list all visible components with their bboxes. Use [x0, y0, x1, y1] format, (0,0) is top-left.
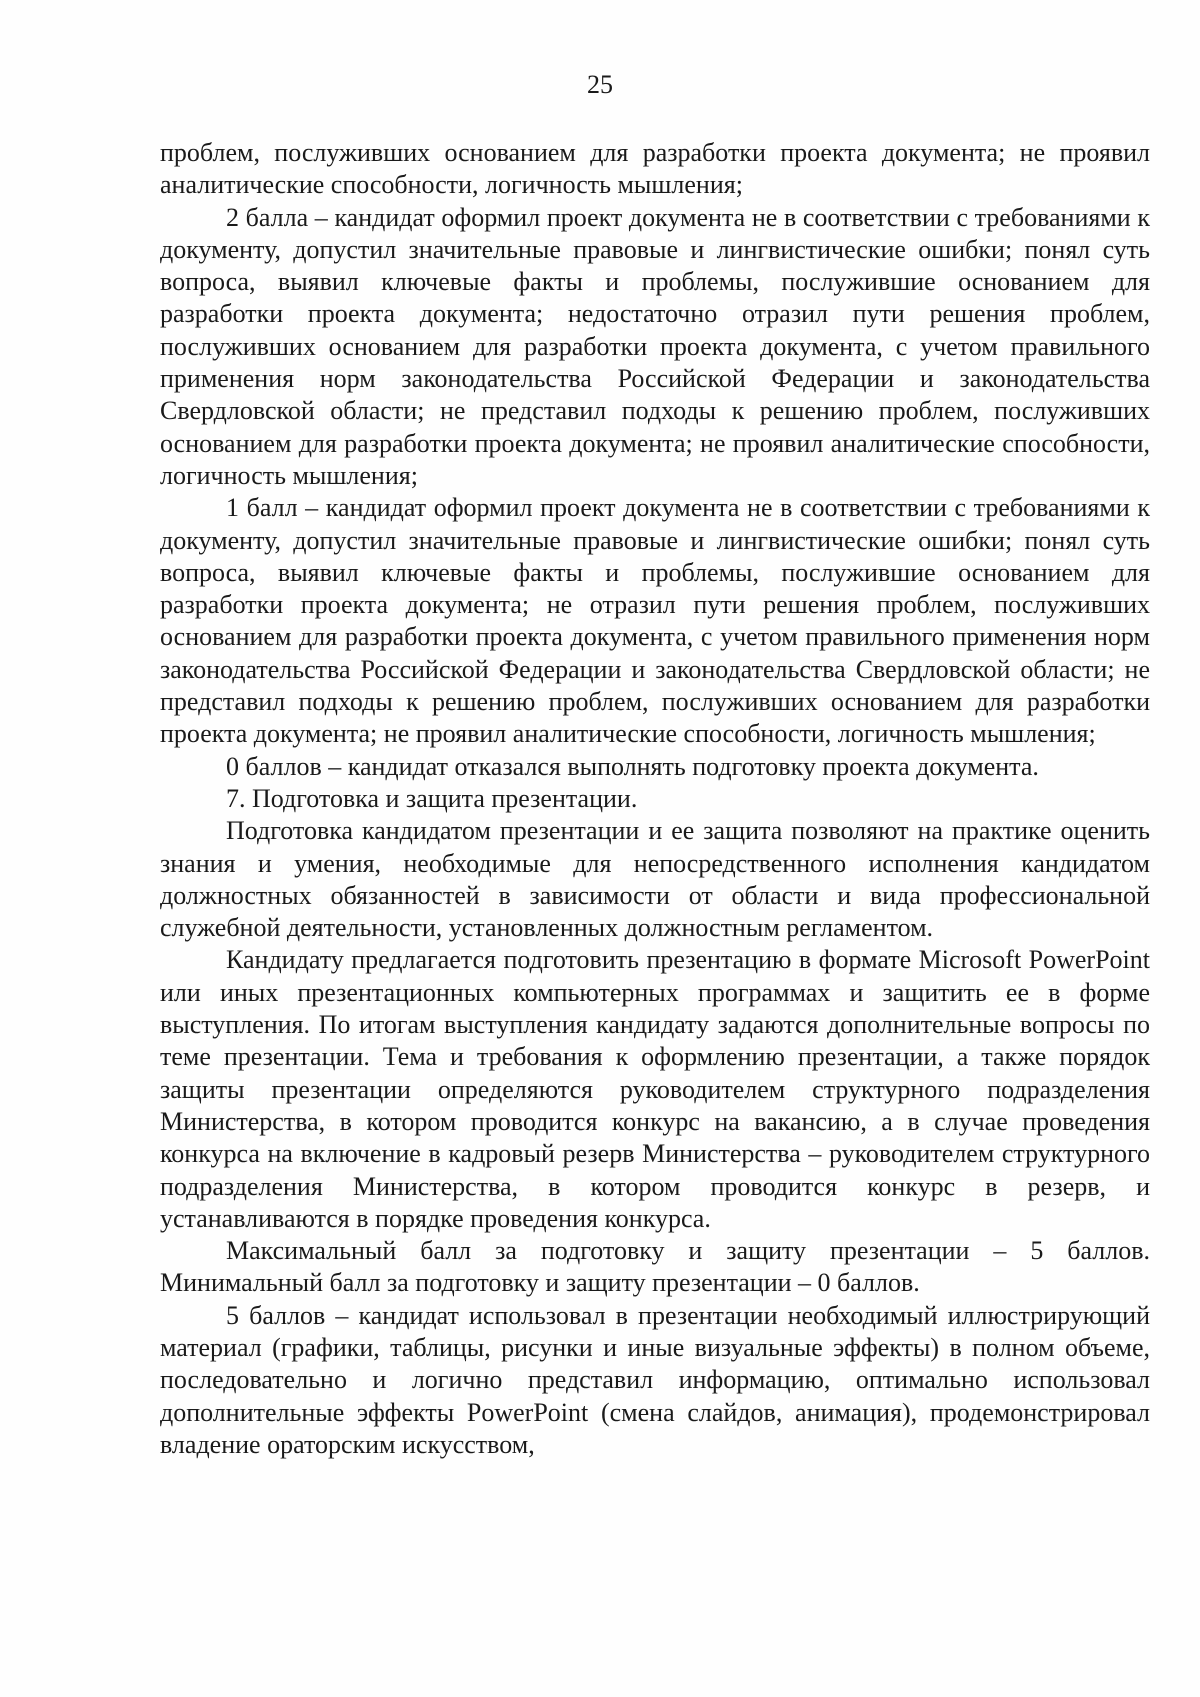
- paragraph: Максимальный балл за подготовку и защиту презентации – 5 баллов. Минимальный балл за подготовку и защиту презентации – 0 баллов.: [160, 1236, 1150, 1298]
- section-heading: 7. Подготовка и защита презентации.: [226, 783, 638, 813]
- paragraph: Подготовка кандидатом презентации и ее защита позволяют на практике оценить знания и умения, необходимые для непосредственного исполнения кандидатом должностных обязанностей в зависимости от области и вида профессиональной служебной деятельности, установленных должностным регламентом.: [160, 816, 1150, 943]
- document-body: [160, 137, 1150, 1461]
- paragraph: 1 балл – кандидат оформил проект документа не в соответствии с требованиями к документу, допустил значительные правовые и лингвистические ошибки; понял суть вопроса, выявил ключевые факты и проблемы, послужившие основанием для разработки проекта документа; не отразил пути решения проблем, послуживших основанием для разработки проекта документа, с учетом правильного применения норм законодательства Российской Федерации и законодательства Свердловской области; не представил подходы к решению проблем, послуживших основанием для разработки проекта документа; не проявил аналитические способности, логичность мышления;: [160, 493, 1150, 749]
- paragraph: Кандидату предлагается подготовить презентацию в формате Microsoft PowerPoint или иных презентационных компьютерных программах и защитить ее в форме выступления. По итогам выступления кандидату задаются дополнительные вопросы по теме презентации. Тема и требования к оформлению презентации, а также порядок защиты презентации определяются руководителем структурного подразделения Министерства, в котором проводится конкурс на вакансию, а в случае проведения конкурса на включение в кадровый резерв Министерства – руководителем структурного подразделения Министерства, в котором проводится конкурс в резерв, и устанавливаются в порядке проведения конкурса.: [160, 945, 1150, 1233]
- paragraph: проблем, послуживших основанием для разработки проекта документа; не проявил аналитические способности, логичность мышления;: [160, 138, 1150, 200]
- paragraph: 2 балла – кандидат оформил проект документа не в соответствии с требованиями к документу, допустил значительные правовые и лингвистические ошибки; понял суть вопроса, выявил ключевые факты и проблемы, послужившие основанием для разработки проекта документа; недостаточно отразил пути решения проблем, послуживших основанием для разработки проекта документа, с учетом правильного применения норм законодательства Российской Федерации и законодательства Свердловской области; не представил подходы к решению проблем, послуживших основанием для разработки проекта документа; не проявил аналитические способности, логичность мышления;: [160, 202, 1150, 490]
- paragraph: 0 баллов – кандидат отказался выполнять подготовку проекта документа.: [226, 751, 1039, 781]
- paragraph: 5 баллов – кандидат использовал в презентации необходимый иллюстрирующий материал (графики, таблицы, рисунки и иные визуальные эффекты) в полном объеме, последовательно и логично представил информацию, оптимально использовал дополнительные эффекты PowerPoint (смена слайдов, анимация), продемонстрировал владение ораторским искусством,: [160, 1300, 1150, 1459]
- page-number: 25: [587, 70, 613, 99]
